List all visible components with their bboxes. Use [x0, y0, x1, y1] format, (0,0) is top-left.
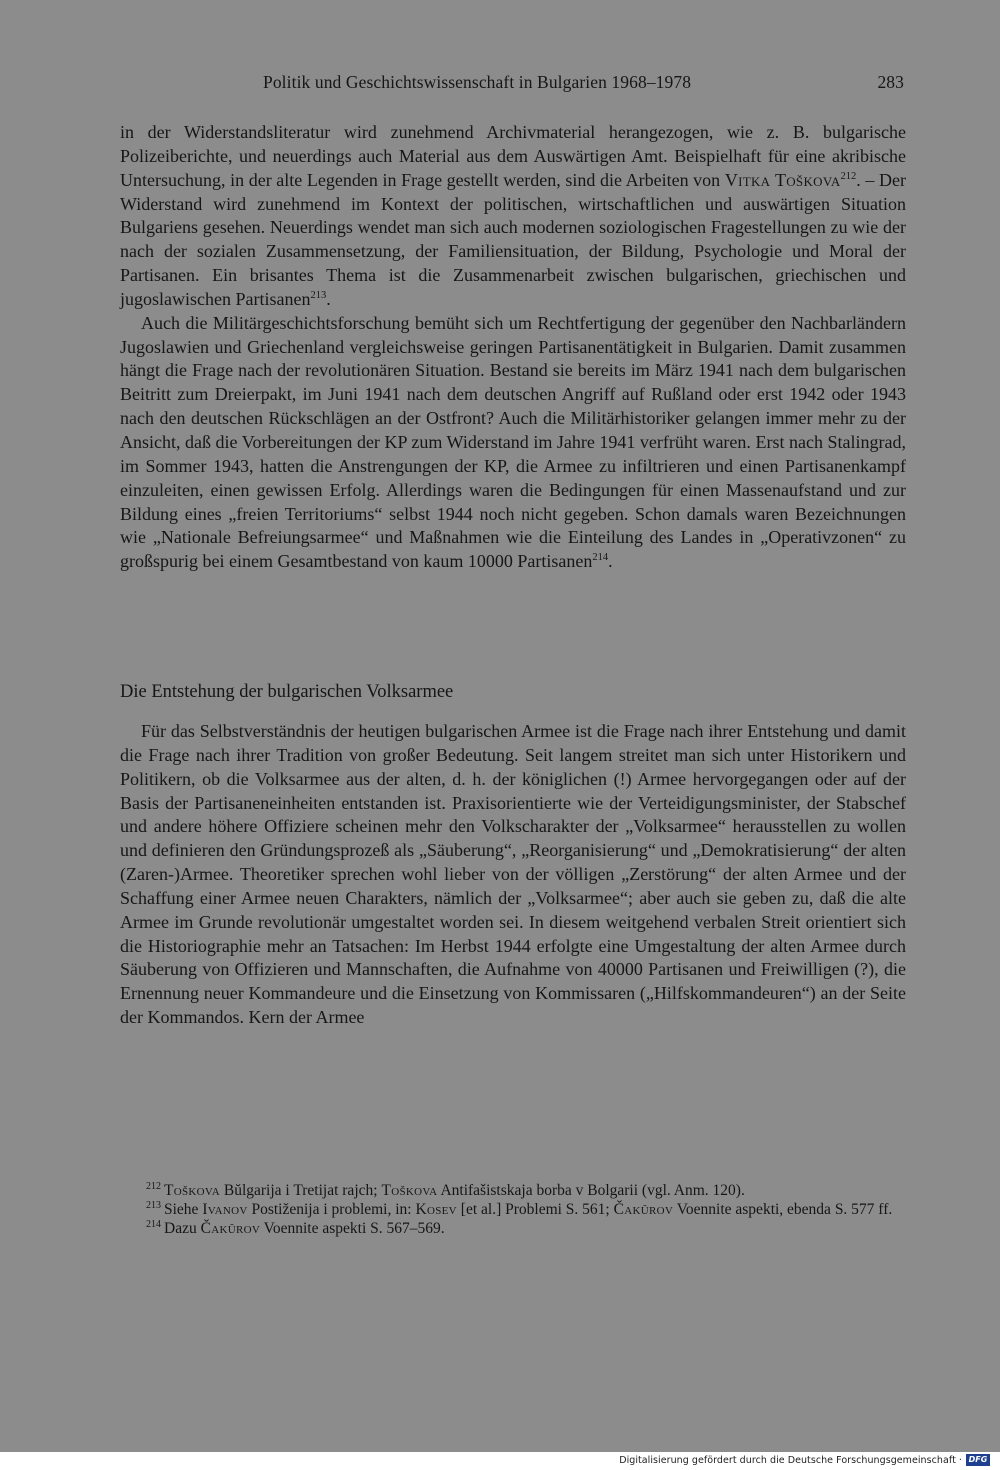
footnote-text: [et al.] Problemi S. 561; [456, 1200, 614, 1218]
footnote-ref: 213 [310, 289, 327, 301]
footnote-text: Voennite aspekti S. 567–569. [260, 1219, 445, 1237]
author-name: Ivanov [202, 1200, 248, 1218]
author-name: Čakŭrov [200, 1219, 261, 1237]
footnote-text: Antifašistskaja borba v Bolgarii (vgl. Anm. 120). [437, 1182, 745, 1199]
footnote-ref: 212 [840, 170, 857, 182]
section-heading: Die Entstehung der bulgarischen Volksarmee [120, 682, 454, 702]
footnote-214 [120, 1220, 906, 1239]
body-text-top [120, 121, 906, 574]
author-name: Toškova [381, 1182, 438, 1199]
paragraph-volksarmee: Für das Selbstverständnis der heutigen bulgarischen Armee ist die Frage nach ihrer Entstehung und damit die Frage nach ihrer Tradition von großer Bedeutung. Seit langem streitet man sich unter Historikern und Politikern, ob die Volksarmee aus der alten, d. h. der königlichen (!) Armee hervorgegangen oder auf der Basis der Partisaneneinheiten entstanden ist. Praxisorientierte wie der Verteidigungsminister, der Stabschef und andere höhere Offiziere scheinen mehr den Volkscharakter der „Volksarmee“ herausstellen zu wollen und definieren den Gründungsprozeß als „Säuberung“, „Reorganisierung“ und „Demokratisierung“ der alten (Zaren-)Armee. Theoretiker sprechen wohl lieber von der völligen „Zerstörung“ der alten Armee und der Schaffung einer Armee neuen Charakters, nämlich der „Volksarmee“; aber auch sie geben zu, daß die alte Armee im Grunde revolutionär umgestaltet worden sei. In diesem weitgehend verbalen Streit orientiert sich die Historiographie mehr an Tatsachen: Im Herbst 1944 erfolgte eine Umgestaltung der alten Armee durch Säuberung von Offizieren und Mannschaften, die Aufnahme von 40000 Partisanen und Freiwilligen (?), die Ernennung neuer Kommandeure und die Einsetzung von Kommissaren („Hilfskommandeuren“) an der Seite der Kommandos. Kern der Armee [120, 721, 906, 1028]
footnote-212 [120, 1182, 906, 1201]
footnote-number: 212 [146, 1181, 161, 1192]
paragraph-text: Auch die Militärgeschichtsforschung bemüht sich um Rechtfertigung der gegenüber den Nachbarländern Jugoslawien und Griechenland vergleichsweise geringen Partisanentätigkeit in Bulgarien. Damit zusammen hängt die Frage nach der revolutionären Situation. Bestand sie bereits im März 1941 nach dem bulgarischen Beitritt zum Dreierpakt, im Juni 1941 nach dem deutschen Angriff auf Rußland oder erst 1942 oder 1943 nach den deutschen Rückschlägen an der Ostfront? Auch die Militärhistoriker gelangen immer mehr zu der Ansicht, daß die Vorbereitungen der KP zum Widerstand im Jahre 1941 verfrüht waren. Erst nach Stalingrad, im Sommer 1943, hatten die Anstrengungen der KP, die Armee zu infiltrieren und einen Partisanenkampf einzuleiten, einen gewissen Erfolg. Allerdings waren die Bedingungen für einen Massenaufstand und zur Bildung eines „freien Territoriums“ selbst 1944 noch nicht gegeben. Schon damals waren Bezeichnungen wie „Nationale Befreiungsarmee“ und Maßnahmen wie die Einteilung des Landes in „Operativzonen“ zu großspurig bei einem Gesamtbestand von kaum 10000 Partisanen [120, 312, 906, 572]
footnote-text: Siehe [164, 1200, 203, 1218]
paragraph-text: . [326, 288, 331, 309]
footnote-text: Voennite aspekti, ebenda S. 577 ff. [673, 1200, 893, 1218]
footnote-213 [120, 1201, 906, 1220]
author-name: Vitka Toškova [724, 169, 841, 190]
author-name: Kosev [415, 1200, 457, 1218]
footnote-text: Postiženija i problemi, in: [247, 1200, 416, 1218]
footnote-text: Dazu [164, 1219, 201, 1237]
paragraph-text: in der Widerstandsliteratur wird zunehmend Archivmaterial herangezogen, wie z. B. bulgarische Polizeiberichte, und neuerdings auch Material aus dem Auswärtigen Amt. Beispielhaft für eine akribische Untersuchung, in der alte Legenden in Frage gestellt werden, sind die Arbeiten von [120, 122, 906, 190]
body-text-section [120, 720, 906, 1030]
paragraph-militaergeschichte [120, 312, 906, 574]
footnote-number: 214 [146, 1218, 161, 1230]
digitization-credit: Digitalisierung gefördert durch die Deutsche Forschungsgemeinschaft · [619, 1455, 962, 1466]
running-title: Politik und Geschichtswissenschaft in Bulgarien 1968–1978 [263, 72, 692, 92]
paragraph-text: . [608, 551, 613, 572]
footnote-ref: 214 [592, 552, 609, 564]
paragraph-widerstand [120, 121, 906, 312]
footnote-number: 213 [146, 1199, 161, 1211]
author-name: Toškova [164, 1182, 220, 1199]
footnotes [120, 1182, 906, 1238]
footnote-text: Bŭlgarija i Tretijat rajch; [220, 1182, 382, 1199]
author-name: Čakŭrov [613, 1200, 674, 1218]
paragraph-text: . – Der Widerstand wird zunehmend im Kontext der politischen, wirtschaftlichen und auswärtigen Situation Bulgariens gesehen. Neuerdings wendet man sich auch modernen soziologischen Fragestellungen zu wie der nach der sozialen Zusammensetzung, der Familiensituation, der Bildung, Psychologie und Moral der Partisanen. Ein brisantes Thema ist die Zusammenarbeit zwischen bulgarischen, griechischen und jugoslawischen Partisanen [120, 169, 907, 309]
page-number: 283 [877, 72, 904, 92]
dfg-logo[interactable]: DFG [966, 1454, 990, 1466]
